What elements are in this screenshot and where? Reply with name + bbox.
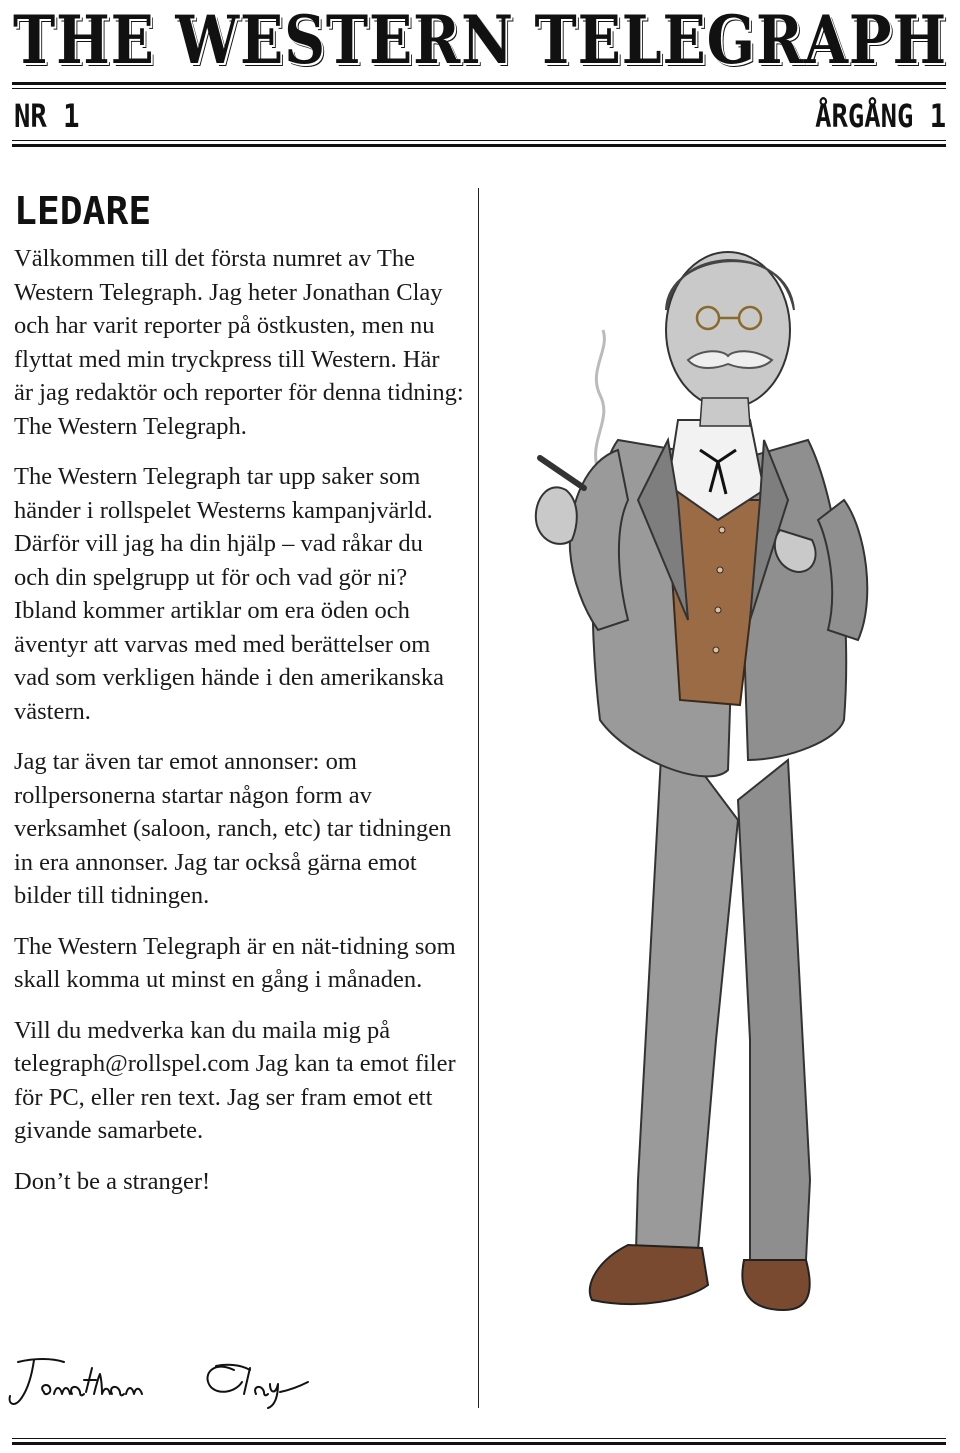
paragraph-contact: Vill du medverka kan du maila mig på telegraph@rollspel.com Jag kan ta emot filer för PC, eller ren text. Jag ser fram emot ett givande samarbete.	[14, 1016, 456, 1144]
paragraph-ads: Jag tar även tar emot annonser: om rollpersonerna startar någon form av verksamhet (saloon, ranch, etc) tar tidningen in era annonser. Jag tar också gärna emot bilder till tidningen.	[14, 748, 452, 909]
paragraph-frequency: The Western Telegraph är en nät-tidning som skall komma ut minst en gång i månaden.	[14, 932, 456, 993]
paragraph-campaign: The Western Telegraph tar upp saker som händer i rollspelet Westerns kampanjvärld. Därför vill jag ha din hjälp – vad råkar du och din spelgrupp ut för och vad gör ni? Ibland kommer artiklar om era öden och äventyr att varvas med med berättelser om vad som verkligen hände i den amerikanska västern.	[14, 463, 444, 725]
masthead	[0, 0, 960, 80]
footer-rule-thin	[12, 1438, 946, 1439]
volume-label: ÅRGÅNG 1	[814, 97, 946, 135]
header-rule-bottom-thin	[12, 140, 946, 141]
paragraph-closing: Don’t be a stranger!	[14, 1167, 211, 1195]
column-divider	[478, 188, 479, 1408]
masthead-title: THE WESTERN TELEGRAPH	[13, 1, 947, 79]
masthead-rule-top-thin	[12, 88, 946, 89]
paragraph-welcome: Välkommen till det första numret av The Western Telegraph. Jag heter Jonathan Clay och har varit reporter på östkusten, men nu flyttat med min tryckpress till Western. Här är jag redaktör och reporter för denna tidning: The Western Telegraph.	[14, 245, 464, 440]
footer-rule	[12, 1442, 946, 1445]
header-rule-bottom	[12, 144, 946, 147]
section-heading: LEDARE	[14, 189, 152, 233]
editorial-article	[14, 242, 464, 1215]
masthead-rule-top	[12, 82, 946, 85]
issue-row	[14, 96, 946, 136]
editor-illustration	[488, 200, 958, 1440]
issue-number: NR 1	[14, 97, 80, 135]
signature-image	[4, 1352, 324, 1412]
